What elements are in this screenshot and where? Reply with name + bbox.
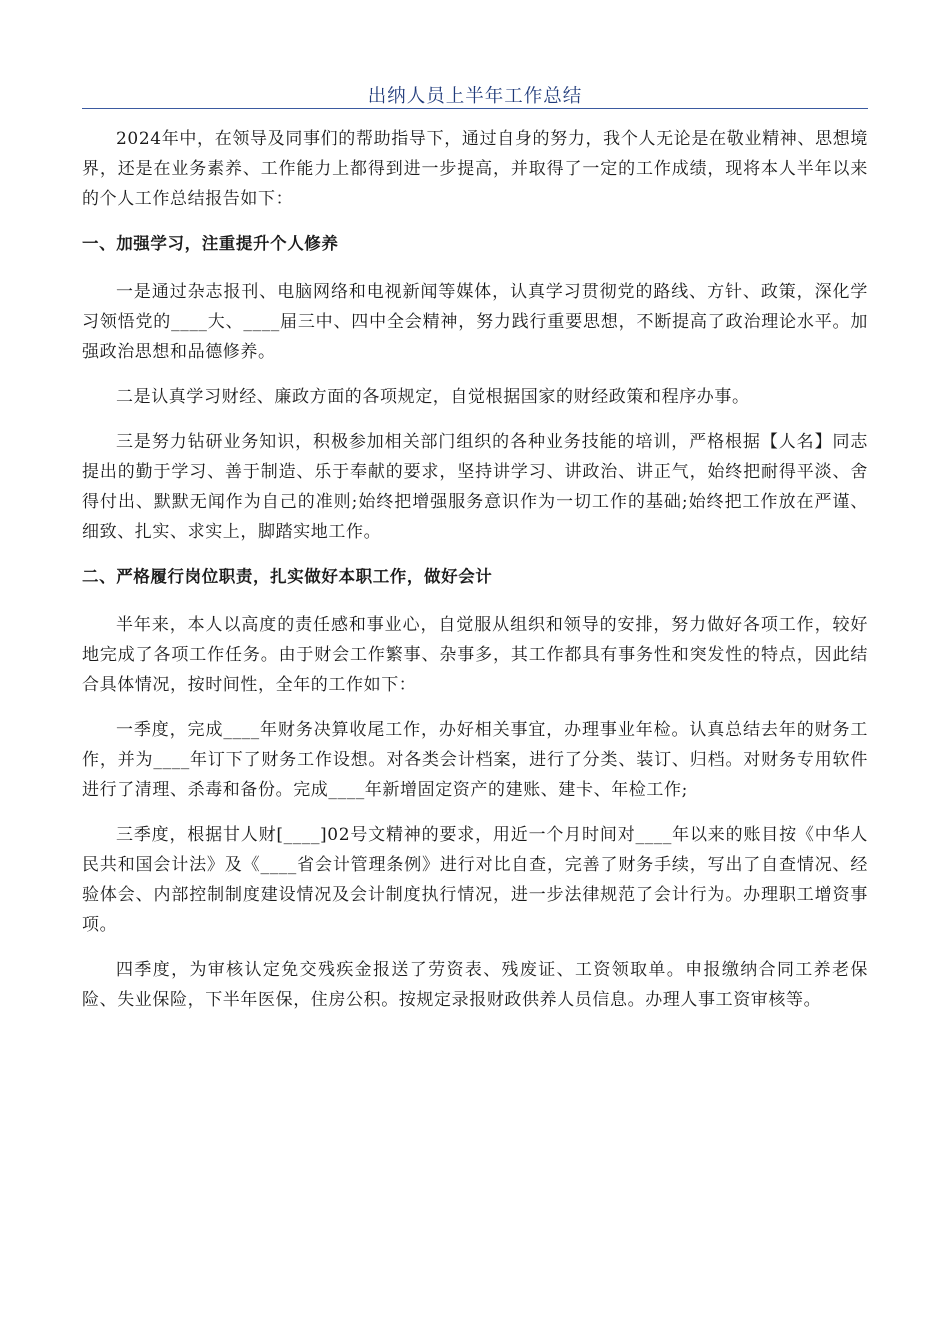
section-2-paragraph-2: 一季度，完成____年财务决算收尾工作，办好相关事宜，办理事业年检。认真总结去年的财务工作，并为____年订下了财务工作设想。对各类会计档案，进行了分类、装订、归档。对财务专用软件进行了清理、杀毒和备份。完成____年新增固定资产的建账、建卡、年检工作; (82, 720, 868, 800)
section-2-paragraph-1: 半年来，本人以高度的责任感和事业心，自觉服从组织和领导的安排，努力做好各项工作，较好地完成了各项工作任务。由于财会工作繁事、杂事多，其工作都具有事务性和突发性的特点，因此结合具体情况，按时间性，全年的工作如下： (82, 615, 868, 695)
section-1-heading: 一、加强学习，注重提升个人修养 (82, 234, 339, 253)
section-1-paragraph-1: 一是通过杂志报刊、电脑网络和电视新闻等媒体，认真学习贯彻党的路线、方针、政策，深化学习领悟党的____大、____届三中、四中全会精神，努力践行重要思想，不断提高了政治理论水平。加强政治思想和品德修养。 (82, 282, 868, 362)
intro-paragraph: 2024年中，在领导及同事们的帮助指导下，通过自身的努力，我个人无论是在敬业精神、思想境界，还是在业务素养、工作能力上都得到进一步提高，并取得了一定的工作成绩，现将本人半年以来的个人工作总结报告如下： (82, 129, 868, 209)
section-2-paragraph-4: 四季度，为审核认定免交残疾金报送了劳资表、残废证、工资领取单。申报缴纳合同工养老保险、失业保险，下半年医保，住房公积。按规定录报财政供养人员信息。办理人事工资审核等。 (82, 960, 868, 1010)
title-divider (82, 108, 868, 109)
section-2-paragraph-3: 三季度，根据甘人财[____]02号文精神的要求，用近一个月时间对____年以来的账目按《中华人民共和国会计法》及《____省会计管理条例》进行对比自查，完善了财务手续，写出了自查情况、经验体会、内部控制制度建设情况及会计制度执行情况，进一步法律规范了会计行为。办理职工增资事项。 (82, 825, 868, 935)
document-title: 出纳人员上半年工作总结 (367, 86, 583, 107)
section-1-paragraph-3: 三是努力钻研业务知识，积极参加相关部门组织的各种业务技能的培训，严格根据【人名】同志提出的勤于学习、善于制造、乐于奉献的要求，坚持讲学习、讲政治、讲正气，始终把耐得平淡、舍得付出、默默无闻作为自己的准则;始终把增强服务意识作为一切工作的基础;始终把工作放在严谨、细致、扎实、求实上，脚踏实地工作。 (82, 432, 868, 542)
document-body (82, 124, 868, 1030)
section-2-heading: 二、严格履行岗位职责，扎实做好本职工作，做好会计 (82, 567, 493, 586)
section-1-paragraph-2: 二是认真学习财经、廉政方面的各项规定，自觉根据国家的财经政策和程序办事。 (116, 387, 750, 407)
